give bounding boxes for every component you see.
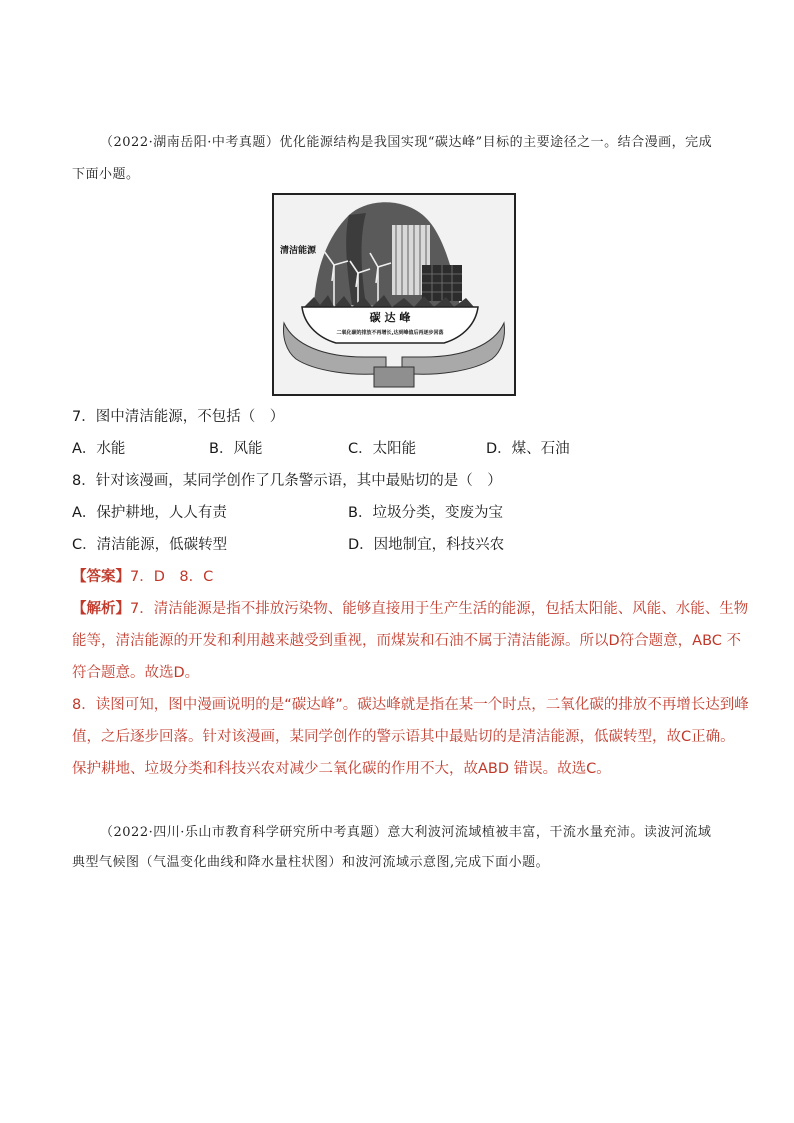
q7-option-d: D．煤、石油 [486, 441, 570, 457]
clean-energy-label: 清洁能源 [280, 246, 317, 256]
q8-option-b: B．垃圾分类，变废为宝 [348, 505, 503, 521]
analysis-p2-line-2: 值，之后逐步回落。针对该漫画，某同学创作的警示语其中最贴切的是清洁能源，低碳转型，故C正确。 [72, 729, 735, 745]
question-7-stem: 7．图中清洁能源，不包括（ ） [72, 409, 285, 425]
question-8-stem: 8．针对该漫画，某同学创作了几条警示语，其中最贴切的是（ ） [72, 473, 502, 489]
analysis-line-1 [72, 602, 748, 617]
analysis-label: 【解析】 [72, 601, 130, 617]
answer-text: 7．D 8．C [130, 569, 214, 585]
carbon-peak-title: 碳 达 峰 [369, 311, 411, 324]
answer-label: 【答案】 [72, 569, 130, 585]
question-intro2-line-1: （2022·四川·乐山市教育科学研究所中考真题）意大利波河流域植被丰富，干流水量充沛。读波河流域 [100, 825, 712, 840]
analysis-p1-line-3: 符合题意。故选D。 [72, 665, 200, 681]
analysis-p1-line-2: 能等，清洁能源的开发和利用越来越受到重视，而煤炭和石油不属于清洁能源。所以D符合题意，ABC 不 [72, 633, 742, 649]
cartoon-drawing [274, 195, 514, 394]
q8-option-c: C．清洁能源，低碳转型 [72, 537, 228, 553]
q7-option-a: A．水能 [72, 441, 126, 457]
q8-option-d: D．因地制宜，科技兴农 [348, 537, 505, 553]
analysis-p2-line-1: 8．读图可知，图中漫画说明的是“碳达峰”。碳达峰就是指在某一个时点，二氧化碳的排放不再增长达到峰 [72, 697, 749, 713]
question-intro2-line-2: 典型气候图（气温变化曲线和降水量柱状图）和波河流域示意图,完成下面小题。 [72, 855, 550, 870]
q7-option-c: C．太阳能 [348, 441, 417, 457]
question-intro-line-2: 下面小题。 [72, 167, 140, 182]
carbon-peak-cartoon [272, 193, 516, 396]
q7-option-b: B．风能 [209, 441, 263, 457]
q8-option-a: A．保护耕地，人人有责 [72, 505, 227, 521]
analysis-p1-line-1: 7．清洁能源是指不排放污染物、能够直接用于生产生活的能源，包括太阳能、风能、水能、生物 [130, 601, 749, 617]
carbon-peak-caption: 二氧化碳的排放不再增长,达到峰值后再逐步回落 [336, 330, 444, 336]
analysis-p2-line-3: 保护耕地、垃圾分类和科技兴农对减少二氧化碳的作用不大，故ABD 错误。故选C。 [72, 761, 611, 777]
question-intro-line-1: （2022·湖南岳阳·中考真题）优化能源结构是我国实现“碳达峰”目标的主要途径之一。结合漫画，完成 [100, 135, 713, 150]
answer-line [72, 570, 213, 585]
